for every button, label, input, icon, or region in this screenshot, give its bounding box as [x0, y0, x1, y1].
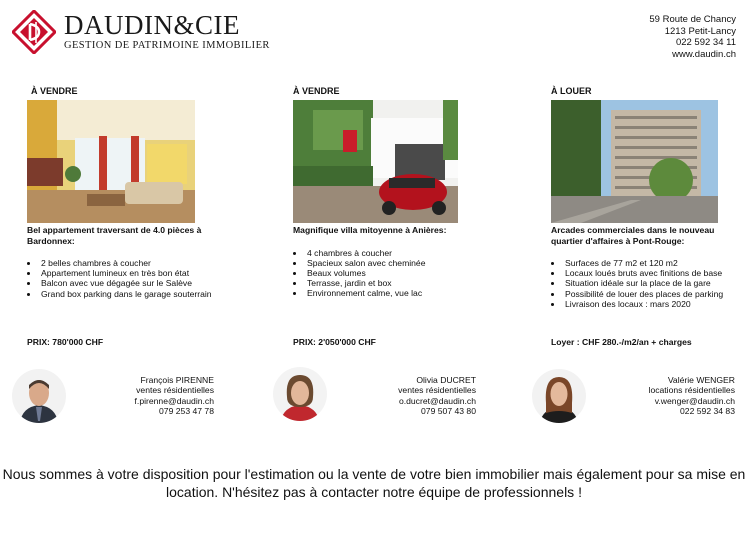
- list-item: • Appartement lumineux en très bon état: [39, 268, 242, 278]
- contact-city: 1213 Petit-Lancy: [664, 25, 736, 37]
- feature-list: [551, 258, 741, 309]
- brand-name: DAUDIN&CIE: [64, 10, 240, 40]
- list-item: • Beaux volumes: [305, 268, 508, 278]
- office-building-photo: [551, 100, 718, 223]
- list-item: • 4 chambres à coucher: [305, 248, 508, 258]
- listing-price: PRIX: 780'000 CHF: [27, 337, 104, 347]
- listing-title: Bel appartement traversant de 4.0 pièces à Bardonnex:: [27, 225, 202, 246]
- list-item: • 2 belles chambres à coucher: [39, 258, 242, 268]
- footer-message: Nous sommes à votre disposition pour l'estimation ou la vente de votre bien immobilier mais également pour sa mise en location. N'hésitez pas à contacter notre équipe de professionnels !: [2, 466, 746, 500]
- list-item: • Grand box parking dans le garage souterrain: [39, 289, 242, 299]
- list-item: • Surfaces de 77 m2 et 120 m2: [563, 258, 741, 268]
- listing-price: PRIX: 2'050'000 CHF: [293, 337, 376, 347]
- feature-list: [27, 258, 242, 299]
- listing-card: [551, 86, 741, 309]
- listing-title: Arcades commerciales dans le nouveau quartier d'affaires à Pont-Rouge:: [551, 225, 715, 246]
- feature-list: [293, 248, 508, 299]
- agent-role: ventes résidentielles: [398, 385, 476, 396]
- living-room-photo: [27, 100, 195, 223]
- company-contact: [649, 14, 736, 60]
- agent-role: locations résidentielles: [648, 385, 735, 396]
- agent-card: [620, 375, 735, 416]
- list-item: • Possibilité de louer des places de parking: [563, 289, 741, 299]
- list-item: • Livraison des locaux : mars 2020: [563, 299, 741, 309]
- listing-status: À LOUER: [551, 86, 592, 96]
- contact-web[interactable]: www.daudin.ch: [672, 48, 736, 60]
- agent-card: [102, 375, 214, 416]
- list-item: • Spacieux salon avec cheminée: [305, 258, 508, 268]
- list-item: • Terrasse, jardin et box: [305, 278, 508, 288]
- list-item: • Situation idéale sur la place de la gare: [563, 278, 741, 288]
- avatar: [273, 367, 327, 421]
- agent-phone: 022 592 34 83: [680, 405, 735, 416]
- listing-status: À VENDRE: [31, 86, 78, 96]
- avatar: [532, 369, 586, 423]
- contact-street: 59 Route de Chancy: [649, 14, 736, 25]
- agent-card: [366, 375, 476, 416]
- list-item: • Balcon avec vue dégagée sur le Salève: [39, 278, 242, 288]
- agent-phone: 079 253 47 78: [159, 405, 214, 416]
- agent-role: ventes résidentielles: [136, 385, 214, 396]
- brand-tagline: GESTION DE PATRIMOINE IMMOBILIER: [64, 40, 270, 51]
- agent-email[interactable]: v.wenger@daudin.ch: [654, 395, 735, 406]
- villa-garage-photo: [293, 100, 458, 223]
- listing-price: Loyer : CHF 280.-/m2/an + charges: [551, 337, 692, 347]
- list-item: • Environnement calme, vue lac: [305, 288, 508, 298]
- listing-card: [27, 86, 242, 299]
- listing-title: Magnifique villa mitoyenne à Anières:: [293, 225, 447, 235]
- agent-name: Valérie WENGER: [667, 375, 735, 385]
- list-item: • Locaux loués bruts avec finitions de base: [563, 268, 741, 278]
- avatar: [12, 369, 66, 423]
- agent-phone: 079 507 43 80: [421, 405, 476, 416]
- contact-phone: 022 592 34 11: [675, 37, 736, 48]
- listing-card: [293, 86, 508, 299]
- listing-status: À VENDRE: [293, 86, 340, 96]
- agent-email[interactable]: o.ducret@daudin.ch: [398, 395, 476, 406]
- agent-name: Olivia DUCRET: [416, 375, 476, 385]
- agent-name: François PIRENNE: [140, 375, 214, 385]
- agent-email[interactable]: f.pirenne@daudin.ch: [134, 395, 214, 406]
- daudin-logo-icon: [12, 10, 56, 54]
